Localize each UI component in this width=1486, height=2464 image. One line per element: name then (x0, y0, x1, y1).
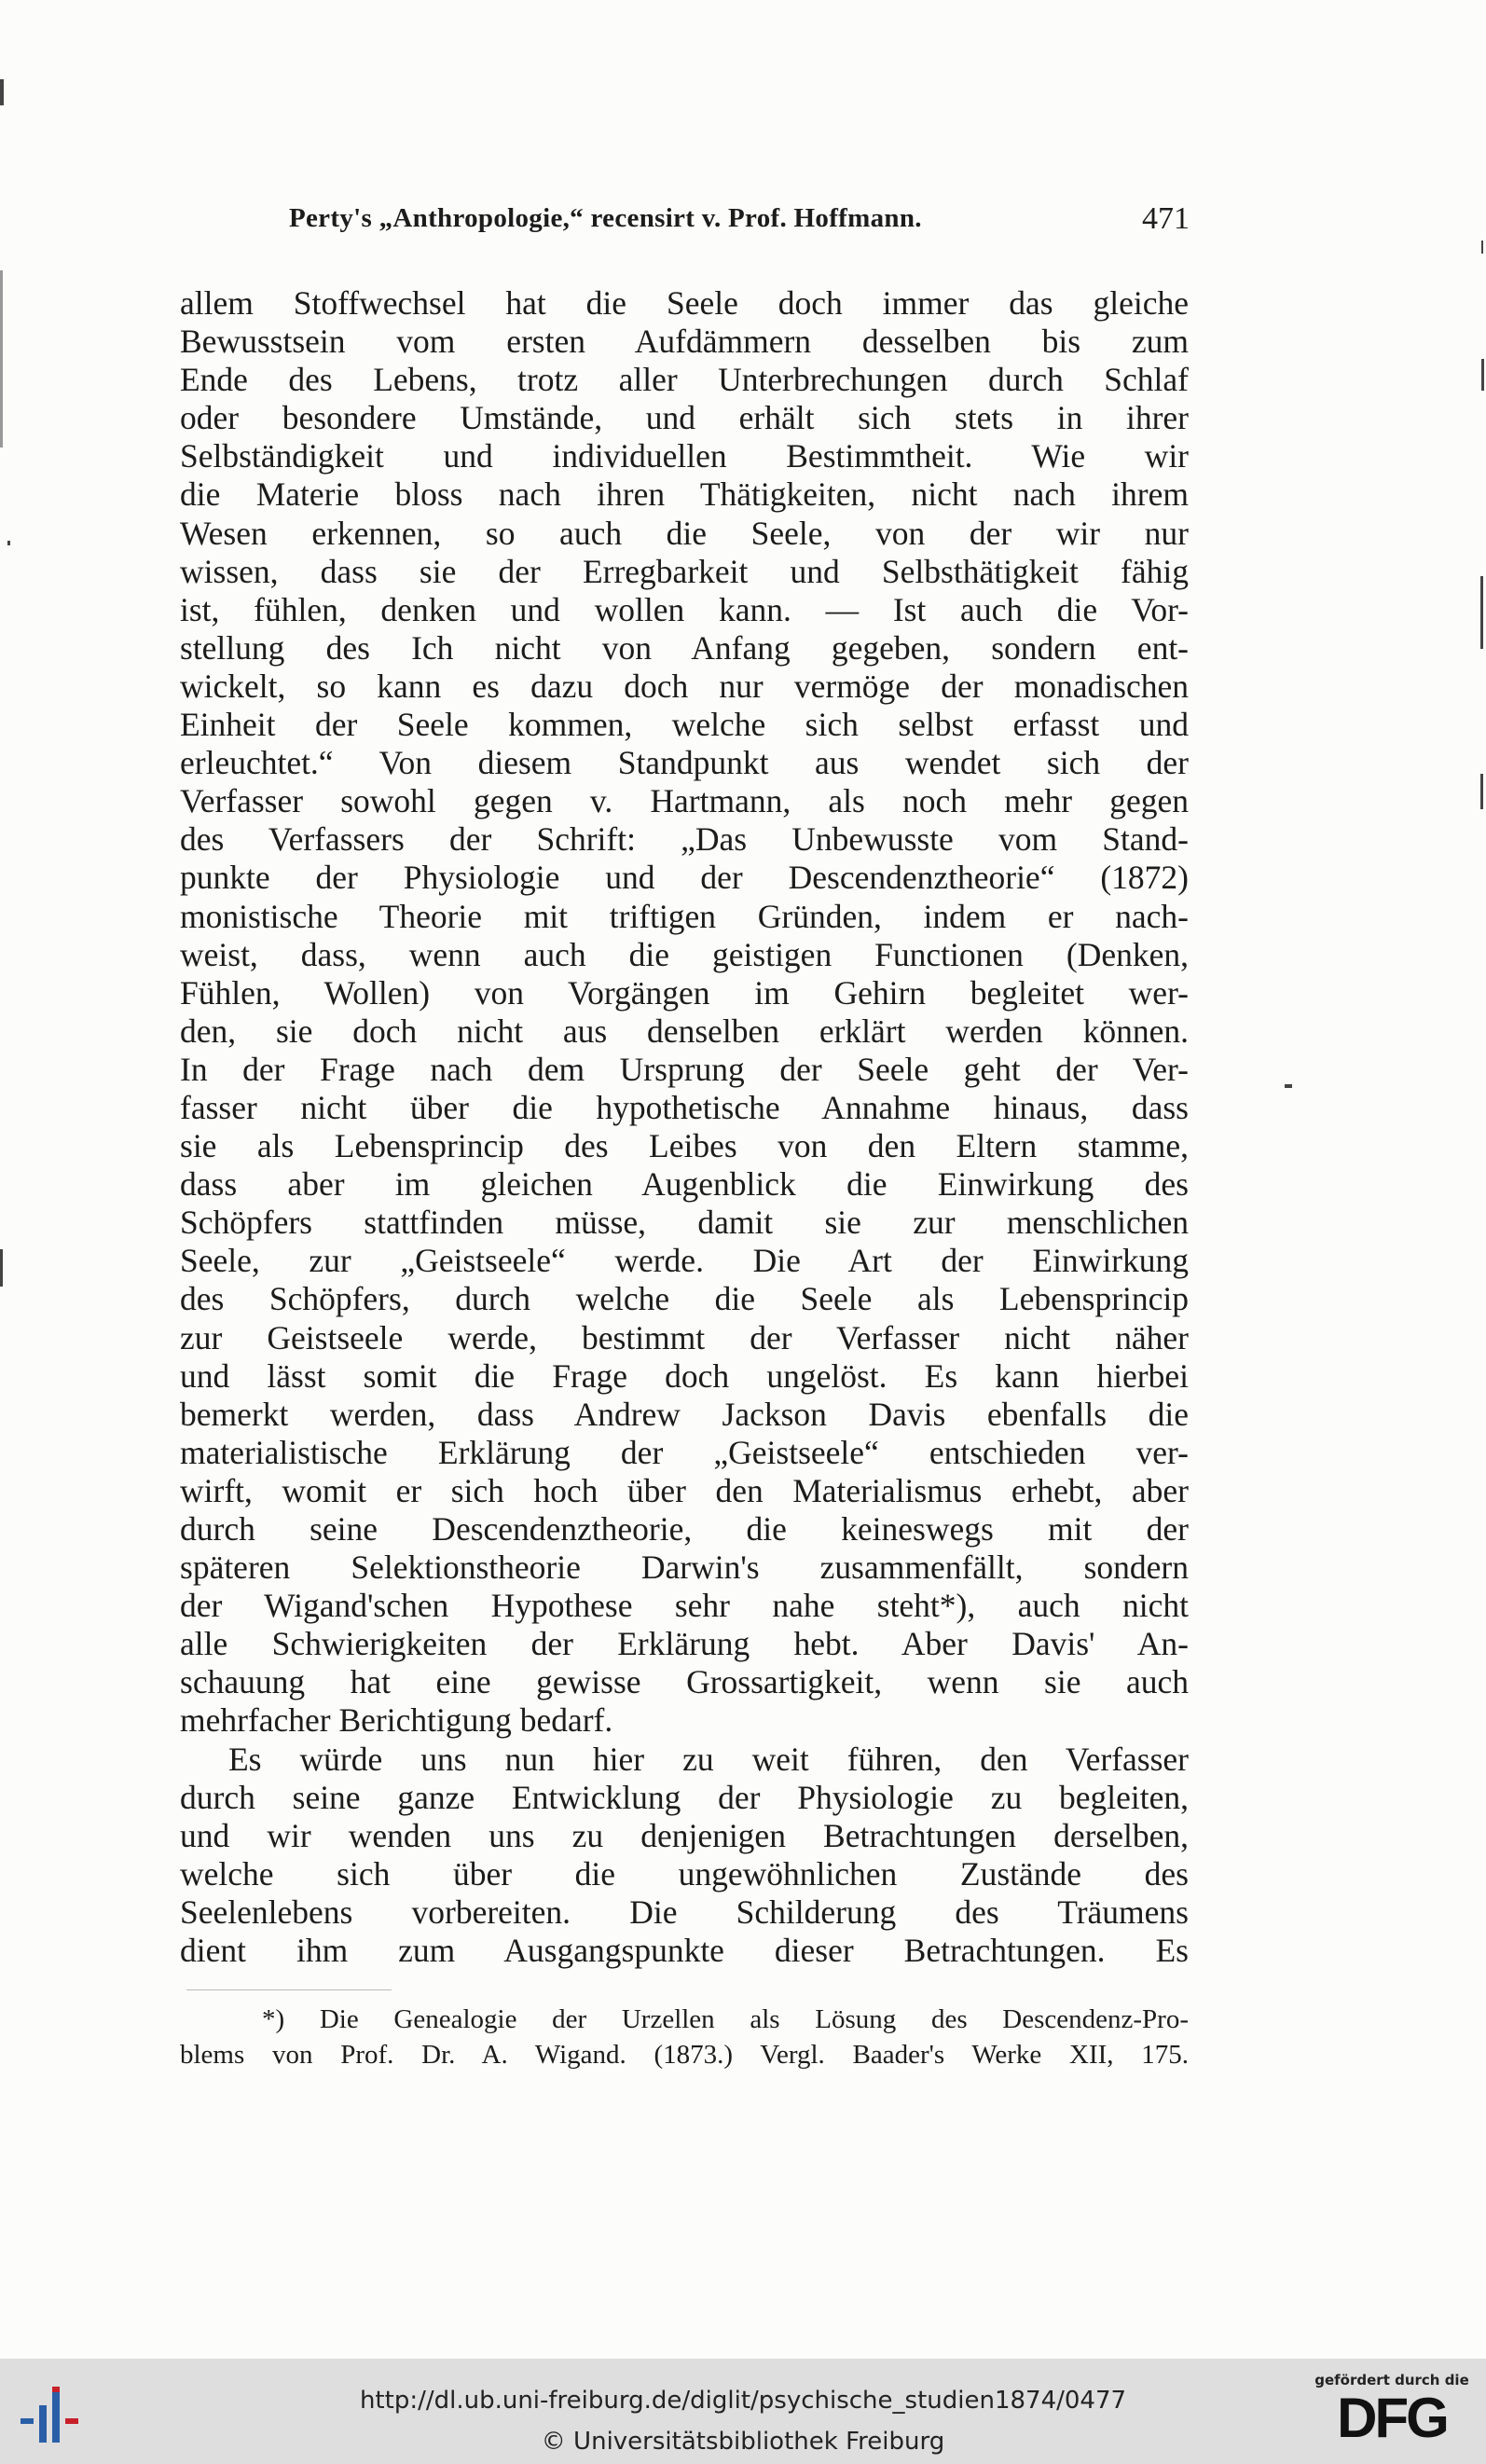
text-line: die Materie bloss nach ihren Thätigkeiten, nicht nach ihrem (180, 475, 1189, 514)
text-line: sie als Lebensprincip des Leibes von den Eltern stamme, (180, 1127, 1189, 1165)
text-line: durch seine Descendenztheorie, die keineswegs mit der (180, 1510, 1189, 1548)
text-line: zur Geistseele werde, bestimmt der Verfasser nicht näher (180, 1318, 1189, 1356)
scan-edge-mark (1480, 576, 1483, 649)
text-line: erleuchtet.“ Von diesem Standpunkt aus wendet sich der (180, 744, 1189, 782)
text-line: des Verfassers der Schrift: „Das Unbewusste vom Stand- (180, 820, 1189, 859)
text-line: wirft, womit er sich hoch über den Materialismus erhebt, aber (180, 1471, 1189, 1509)
text-line: den, sie doch nicht aus denselben erklärt werden können. (180, 1012, 1189, 1050)
text-line: bemerkt werden, dass Andrew Jackson Davis ebenfalls die (180, 1395, 1189, 1433)
text-line: stellung des Ich nicht von Anfang gegeben, sondern ent- (180, 628, 1189, 667)
running-title: Perty's „Anthropologie,“ recensirt v. Prof. Hoffmann. (289, 203, 922, 233)
text-line: Selbständigkeit und individuellen Bestimmtheit. Wie wir (180, 437, 1189, 475)
text-line: materialistische Erklärung der „Geistseele“ entschieden ver- (180, 1433, 1189, 1471)
text-line: Ende des Lebens, trotz aller Unterbrechungen durch Schlaf (180, 361, 1189, 399)
text-line: oder besondere Umstände, und erhält sich stets in ihrer (180, 399, 1189, 437)
scan-edge-mark (0, 270, 3, 447)
copyright-notice: © Universitätsbibliothek Freiburg (541, 2428, 945, 2456)
text-line: des Schöpfers, durch welche die Seele als Lebensprincip (180, 1280, 1189, 1318)
permalink-url[interactable]: http://dl.ub.uni-freiburg.de/diglit/psychische_studien1874/0477 (359, 2387, 1127, 2415)
text-line: Es würde uns nun hier zu weit führen, den Verfasser (228, 1740, 1189, 1778)
text-line: welche sich über die ungewöhnlichen Zustände des (180, 1854, 1189, 1893)
scan-edge-mark (1480, 774, 1483, 809)
text-line: Schöpfers stattfinden müsse, damit sie zur menschlichen (180, 1204, 1189, 1242)
text-line: alle Schwierigkeiten der Erklärung hebt. Aber Davis' An- (180, 1625, 1189, 1663)
text-line: weist, dass, wenn auch die geistigen Functionen (Denken, (180, 935, 1189, 973)
running-header (289, 203, 1190, 244)
text-line: Bewusstsein vom ersten Aufdämmern desselben bis zum (180, 323, 1189, 361)
text-line: durch seine ganze Entwicklung der Physiologie zu begleiten, (180, 1778, 1189, 1816)
dfg-logo (1313, 2372, 1471, 2456)
text-line: schauung hat eine gewisse Grossartigkeit, wenn sie auch (180, 1663, 1189, 1701)
text-line: wissen, dass sie der Erregbarkeit und Selbsthätigkeit fähig (180, 552, 1189, 590)
footnote-line: *) Die Genealogie der Urzellen als Lösung des Descendenz-Pro- (262, 2004, 1189, 2034)
text-line: der Wigand'schen Hypothese sehr nahe steht*), auch nicht (180, 1587, 1189, 1625)
footnote-divider (186, 1989, 392, 1990)
text-line: und wir wenden uns zu denjenigen Betrachtungen derselben, (180, 1816, 1189, 1854)
text-line: Fühlen, Wollen) von Vorgängen im Gehirn begleitet wer- (180, 973, 1189, 1012)
dfg-logo-icon: DFG (1337, 2387, 1447, 2449)
footnote (180, 2002, 1189, 2072)
text-line: Seelenlebens vorbereiten. Die Schilderung des Träumens (180, 1893, 1189, 1931)
text-line: wickelt, so kann es dazu doch nur vermöge der monadischen (180, 667, 1189, 705)
scan-edge-mark (0, 79, 4, 105)
text-line: Verfasser sowohl gegen v. Hartmann, als noch mehr gegen (180, 782, 1189, 820)
text-line: allem Stoffwechsel hat die Seele doch immer das gleiche (180, 284, 1189, 322)
text-line: dient ihm zum Ausgangspunkte dieser Betrachtungen. Es (180, 1932, 1189, 1970)
scan-edge-mark (0, 1249, 3, 1287)
footnote-line: blems von Prof. Dr. A. Wigand. (1873.) Vergl. Baader's Werke XII, 175. (180, 2040, 1189, 2070)
text-line: und lässt somit die Frage doch ungelöst. Es kann hierbei (180, 1356, 1189, 1395)
text-line: fasser nicht über die hypothetische Annahme hinaus, dass (180, 1088, 1189, 1126)
scan-edge-mark (1285, 1084, 1292, 1088)
text-line: dass aber im gleichen Augenblick die Einwirkung des (180, 1165, 1189, 1204)
text-line: Wesen erkennen, so auch die Seele, von der wir nur (180, 514, 1189, 552)
text-line: Seele, zur „Geistseele“ werde. Die Art der Einwirkung (180, 1242, 1189, 1280)
page-number: 471 (1142, 201, 1190, 236)
dfg-caption: gefördert durch die (1314, 2372, 1469, 2388)
viewer-footer (0, 2359, 1486, 2464)
text-line: Einheit der Seele kommen, welche sich selbst erfasst und (180, 706, 1189, 744)
text-line: mehrfacher Berichtigung bedarf. (180, 1701, 613, 1740)
scan-edge-mark (7, 541, 10, 545)
text-line: monistische Theorie mit triftigen Gründen, indem er nach- (180, 897, 1189, 935)
text-line: punkte der Physiologie und der Descendenztheorie“ (1872) (180, 859, 1189, 897)
text-line: späteren Selektionstheorie Darwin's zusammenfällt, sondern (180, 1549, 1189, 1587)
scan-edge-mark (1481, 241, 1483, 254)
scan-edge-mark (1481, 359, 1484, 391)
text-line: ist, fühlen, denken und wollen kann. — Ist auch die Vor- (180, 590, 1189, 628)
text-line: In der Frage nach dem Ursprung der Seele geht der Ver- (180, 1050, 1189, 1088)
body-text (180, 284, 1189, 1970)
